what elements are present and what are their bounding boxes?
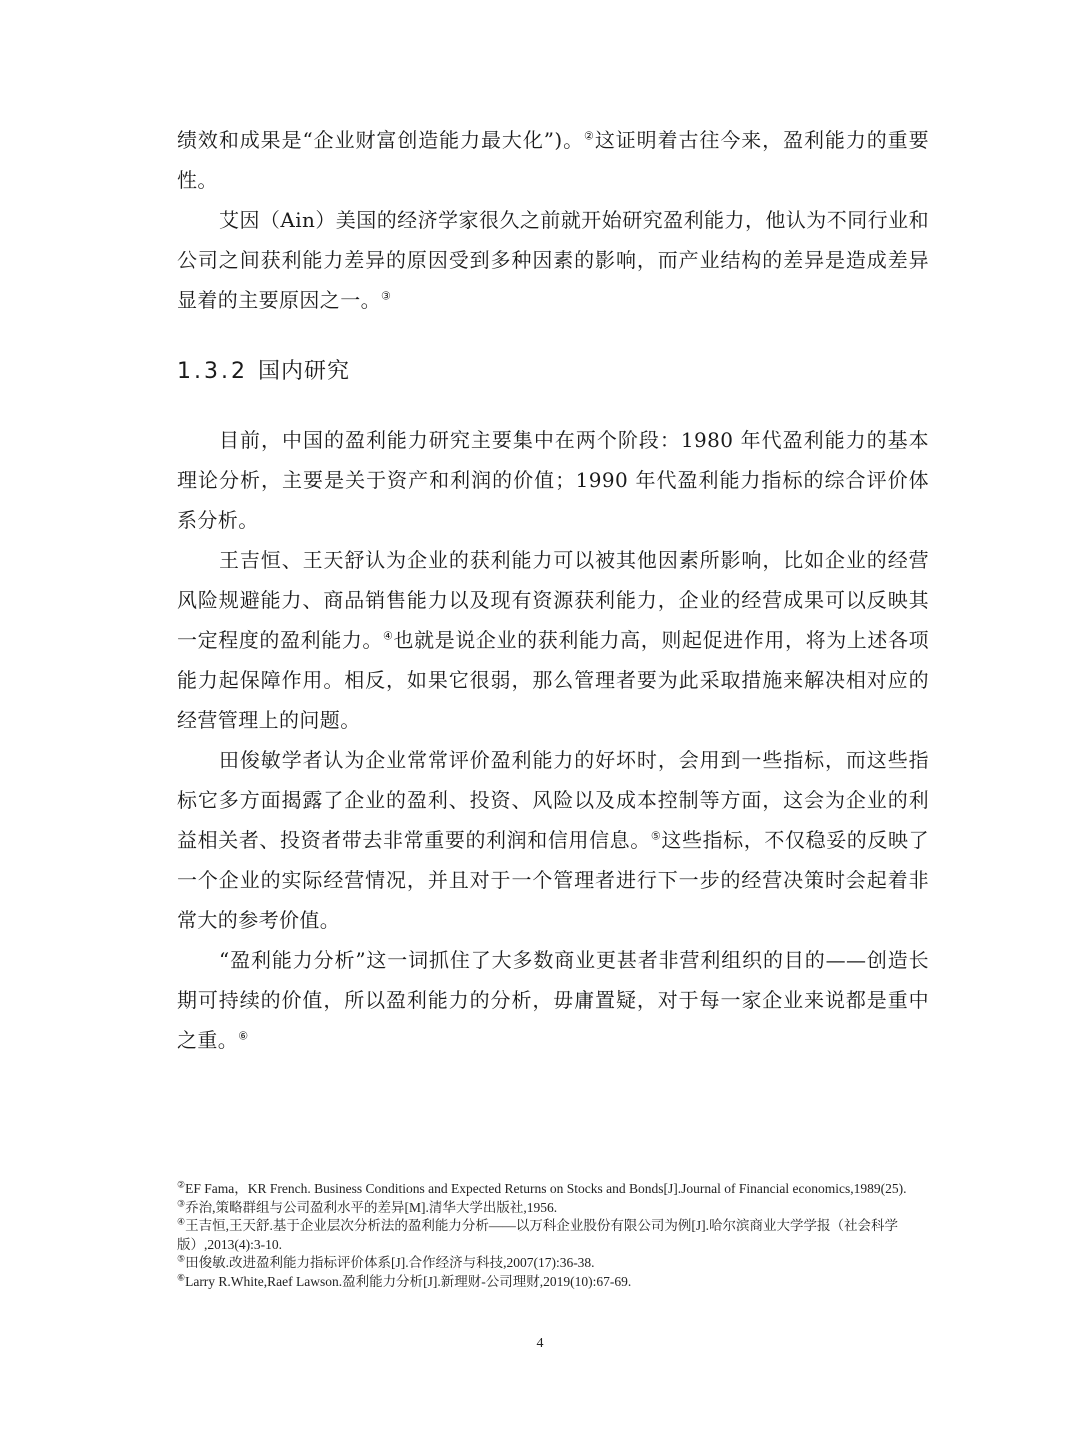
paragraph xyxy=(177,200,929,320)
paragraph-text: 这证明着古往今来，盈利能力的重要性。 xyxy=(177,128,929,192)
footnote-reference: ② xyxy=(584,129,595,143)
footnote-text: 乔治,策略群组与公司盈利水平的差异[M].清华大学出版社,1956. xyxy=(185,1199,558,1215)
paragraph xyxy=(177,540,929,740)
paragraph-text: 艾因（Ain）美国的经济学家很久之前就开始研究盈利能力，他认为不同行业和公司之间获利能力差异的原因受到多种因素的影响，而产业结构的差异是造成差异显着的主要原因之一。 xyxy=(177,208,929,312)
page-number: 4 xyxy=(536,1336,544,1351)
footnote-mark: ③ xyxy=(177,1198,186,1208)
paragraph-text: 王吉恒、王天舒认为企业的获利能力可以被其他因素所影响，比如企业的经营风险规避能力、商品销售能力以及现有资源获利能力，企业的经营成果可以反映其一定程度的盈利能力。 xyxy=(177,548,929,652)
footnote-mark: ⑥ xyxy=(177,1272,186,1282)
footnote-reference: ⑥ xyxy=(238,1029,249,1043)
paragraph xyxy=(177,420,929,540)
footnote-text: 王吉恒,王天舒.基于企业层次分析法的盈利能力分析——以万科企业股份有限公司为例[J].哈尔滨商业大学学报（社会科学版）,2013(4):3-10. xyxy=(177,1218,898,1252)
paragraph-text: “盈利能力分析”这一词抓住了大多数商业更甚者非营利组织的目的——创造长期可持续的价值，所以盈利能力的分析，毋庸置疑，对于每一家企业来说都是重中之重。 xyxy=(177,948,929,1052)
paragraph-text: 目前，中国的盈利能力研究主要集中在两个阶段：1980 年代盈利能力的基本理论分析，主要是关于资产和利润的价值；1990 年代盈利能力指标的综合评价体系分析。 xyxy=(177,428,929,532)
footnote-reference: ③ xyxy=(381,289,392,303)
footnote-mark: ④ xyxy=(177,1216,186,1227)
paragraph xyxy=(177,120,929,200)
paragraph-text: 田俊敏学者认为企业常常评价盈利能力的好坏时，会用到一些指标，而这些指标它多方面揭露了企业的盈利、投资、风险以及成本控制等方面，这会为企业的利益相关者、投资者带去非常重要的利润和信用信息。 xyxy=(177,748,929,852)
footnote-text: EF Fama，KR French. Business Conditions and Expected Returns on Stocks and Bonds[J].Journal of Financial economics,1989(25). xyxy=(185,1181,907,1196)
footnote xyxy=(177,1254,937,1273)
footnote xyxy=(177,1199,937,1218)
body-section-top xyxy=(177,120,929,320)
footnote xyxy=(177,1217,937,1254)
footnote-mark: ⑤ xyxy=(177,1253,186,1264)
footnote xyxy=(177,1180,937,1199)
paragraph-text: 绩效和成果是“企业财富创造能力最大化”)。 xyxy=(177,128,585,152)
paragraph-text: 也就是说企业的获利能力高，则起促进作用，将为上述各项能力起保障作用。相反，如果它很弱，那么管理者要为此采取措施来解决相对应的经营管理上的问题。 xyxy=(177,628,930,732)
footnote xyxy=(177,1273,937,1292)
body-section-main xyxy=(177,420,929,1060)
paragraph xyxy=(177,740,929,940)
footnote-reference: ④ xyxy=(383,629,394,643)
footnote-text: 田俊敏.改进盈利能力指标评价体系[J].合作经济与科技,2007(17):36-38. xyxy=(185,1255,595,1270)
section-number: 1.3.2 xyxy=(177,359,248,384)
paragraph xyxy=(177,940,929,1060)
section-heading xyxy=(177,352,350,392)
footnotes xyxy=(177,1180,937,1291)
paragraph-text: 这些指标，不仅稳妥的反映了一个企业的实际经营情况，并且对于一个管理者进行下一步的经营决策时会起着非常大的参考价值。 xyxy=(177,828,930,932)
footnote-mark: ② xyxy=(177,1179,186,1190)
section-title: 国内研究 xyxy=(257,359,350,384)
footnote-reference: ⑤ xyxy=(650,829,662,843)
footnote-text: Larry R.White,Raef Lawson.盈利能力分析[J].新理财-公司理财,2019(10):67-69. xyxy=(185,1273,632,1289)
